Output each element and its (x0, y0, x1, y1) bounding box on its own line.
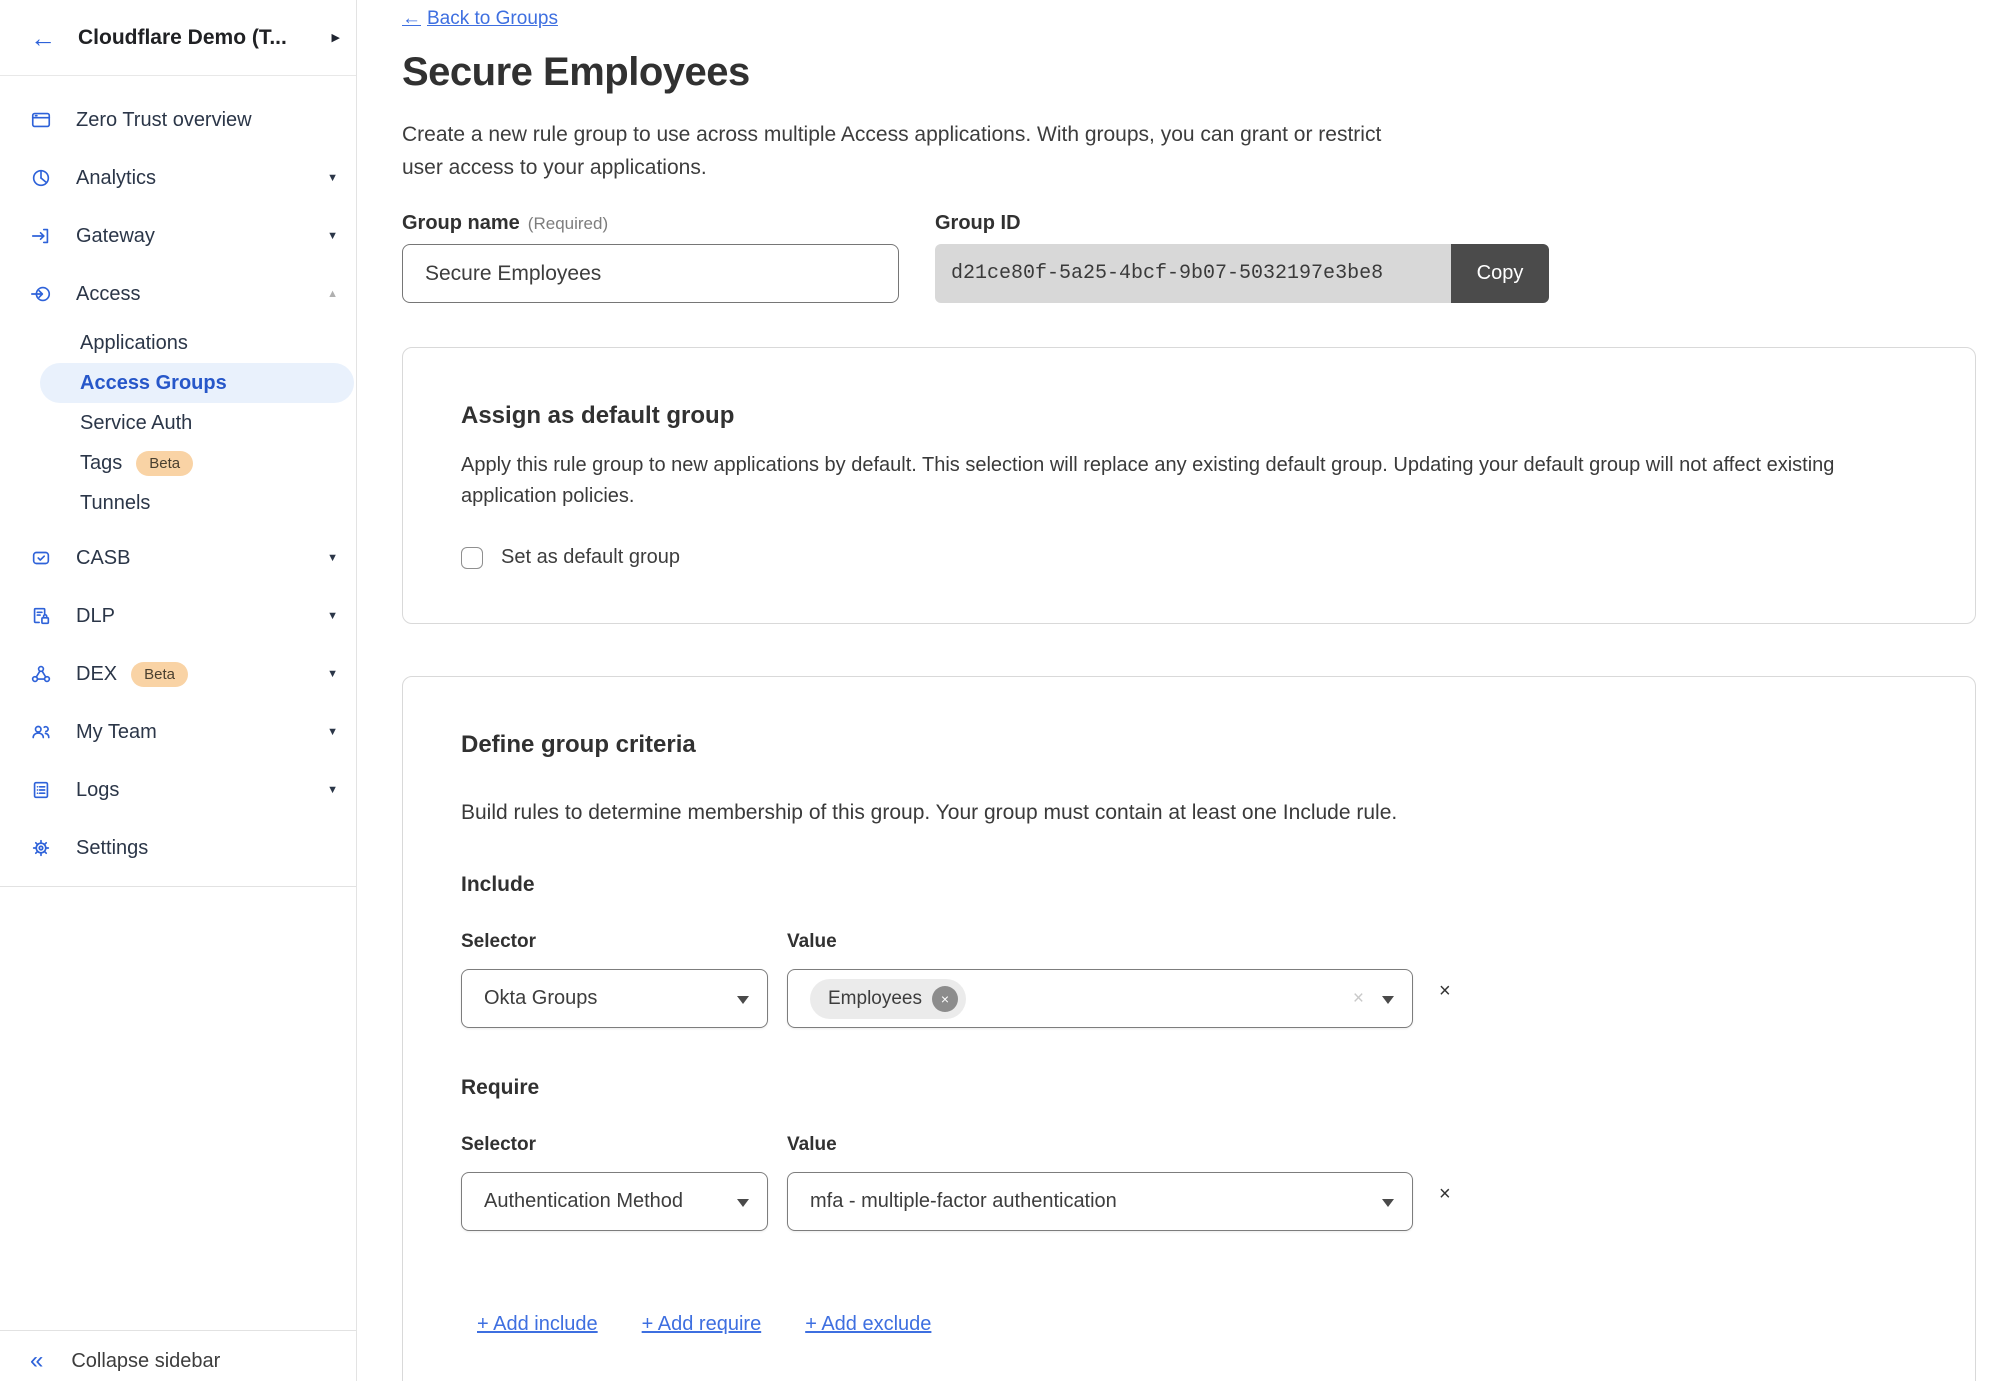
include-value-label: Value (787, 931, 837, 952)
sidebar-nav (0, 76, 356, 887)
include-selector-label: Selector (461, 931, 536, 952)
gateway-icon (30, 225, 52, 247)
require-value-label: Value (787, 1134, 837, 1155)
group-id-value: d21ce80f-5a25-4bcf-9b07-5032197e3be8 (935, 244, 1451, 303)
sidebar-item-dlp[interactable] (0, 587, 356, 645)
group-name-field-group (402, 212, 899, 303)
page-description: Create a new rule group to use across multiple Access applications. With groups, you can grant or restrict user access to your applications. (402, 123, 1382, 179)
require-selector-label: Selector (461, 1134, 536, 1155)
sidebar-item-gateway[interactable] (0, 207, 356, 265)
require-section-title: Require (461, 1076, 540, 1099)
sidebar-item-zero-trust-overview[interactable] (0, 91, 356, 149)
sidebar-item-settings[interactable] (0, 819, 356, 877)
sidebar-item-label: Access Groups (80, 371, 227, 394)
sidebar-header (0, 0, 356, 76)
sidebar-item-label: Settings (76, 836, 149, 859)
chevron-down-icon[interactable]: ▼ (327, 784, 338, 796)
include-section-title: Include (461, 873, 535, 896)
add-rule-links (477, 1313, 1917, 1336)
sidebar-item-dex[interactable] (0, 645, 356, 703)
chevron-down-icon[interactable]: ▼ (327, 610, 338, 622)
sidebar-item-tunnels[interactable] (0, 483, 356, 523)
require-selector-value: Authentication Method (484, 1190, 684, 1212)
require-rule-row (461, 1172, 1917, 1231)
page-title: Secure Employees (402, 50, 750, 94)
back-to-groups-link[interactable] (402, 8, 558, 30)
sidebar-item-access-groups[interactable] (40, 363, 354, 403)
default-group-card-description: Apply this rule group to new applications by default. This selection will replace any existing default group. Updating your default group will not affect existing application policies. (461, 454, 1835, 507)
pie-chart-icon (30, 167, 52, 189)
default-group-card (402, 347, 1976, 624)
sidebar-item-label: Zero Trust overview (76, 108, 252, 131)
default-group-card-title: Assign as default group (461, 402, 735, 429)
sidebar-item-label: Applications (80, 331, 188, 354)
window-icon (30, 109, 52, 131)
remove-require-rule-button[interactable]: × (1439, 1183, 1451, 1205)
collapse-sidebar-label: Collapse sidebar (71, 1349, 221, 1372)
group-identity-row (402, 212, 1976, 303)
include-selector-value: Okta Groups (484, 987, 598, 1009)
include-selector-dropdown[interactable] (461, 969, 768, 1028)
sidebar-item-casb[interactable] (0, 529, 356, 587)
sidebar-item-label: CASB (76, 546, 131, 569)
back-arrow-icon[interactable]: ← (30, 22, 56, 53)
add-exclude-link[interactable]: + Add exclude (805, 1313, 932, 1335)
chevron-down-icon[interactable]: ▼ (327, 230, 338, 242)
group-name-input[interactable] (402, 244, 899, 303)
people-icon (30, 721, 52, 743)
set-default-group-row (461, 546, 1917, 569)
sidebar-item-access[interactable] (0, 265, 356, 323)
sidebar-footer (0, 1330, 356, 1373)
require-selector-dropdown[interactable] (461, 1172, 768, 1231)
collapse-chevrons-icon: « (30, 1347, 44, 1374)
criteria-card (402, 676, 1976, 1381)
sidebar-item-analytics[interactable] (0, 149, 356, 207)
group-id-field-group (935, 212, 1549, 303)
chevron-up-icon[interactable]: ▲ (327, 288, 338, 300)
sidebar-divider (0, 886, 356, 887)
sidebar-item-label: DEX (76, 662, 118, 685)
back-arrow-icon: ← (402, 8, 421, 29)
include-rule-row (461, 969, 1917, 1028)
require-value-value: mfa - multiple-factor authentication (810, 1190, 1117, 1212)
require-value-dropdown[interactable] (787, 1172, 1413, 1231)
sidebar-item-label: Tags (80, 451, 123, 474)
set-default-group-label: Set as default group (501, 546, 681, 568)
remove-include-rule-button[interactable]: × (1439, 980, 1451, 1002)
beta-badge: Beta (136, 451, 193, 476)
main-content (357, 0, 1999, 1381)
access-arrow-icon (30, 283, 52, 305)
beta-badge: Beta (131, 662, 188, 687)
sidebar-item-label: Tunnels (80, 491, 151, 514)
chevron-down-icon (1382, 996, 1394, 1004)
account-title: Cloudflare Demo (T... (78, 25, 287, 49)
copy-button[interactable]: Copy (1451, 244, 1549, 303)
require-labels-row (461, 1134, 1917, 1156)
gear-icon (30, 837, 52, 859)
chevron-down-icon (737, 996, 749, 1004)
sidebar-item-service-auth[interactable] (0, 403, 356, 443)
sidebar-item-label: Analytics (76, 166, 157, 189)
sidebar-item-logs[interactable] (0, 761, 356, 819)
clear-values-icon[interactable]: × (1352, 987, 1364, 1009)
network-nodes-icon (30, 663, 52, 685)
add-include-link[interactable]: + Add include (477, 1313, 598, 1335)
sidebar-item-label: DLP (76, 604, 115, 627)
sidebar-item-label: Access (76, 282, 141, 305)
required-hint: (Required) (527, 214, 609, 233)
chip-remove-icon[interactable]: × (932, 986, 958, 1012)
group-name-label: Group name (402, 212, 520, 234)
sidebar (0, 0, 357, 1381)
sidebar-item-label: Logs (76, 778, 120, 801)
add-require-link[interactable]: + Add require (641, 1313, 762, 1335)
chevron-down-icon[interactable]: ▼ (327, 668, 338, 680)
sidebar-item-my-team[interactable] (0, 703, 356, 761)
sidebar-item-applications[interactable] (0, 323, 356, 363)
chevron-down-icon[interactable]: ▼ (327, 726, 338, 738)
sidebar-item-label: My Team (76, 720, 157, 743)
chevron-down-icon (737, 1199, 749, 1207)
log-list-icon (30, 779, 52, 801)
collapse-sidebar-button[interactable] (0, 1331, 356, 1373)
criteria-card-description: Build rules to determine membership of this group. Your group must contain at least one Include rule. (461, 801, 1398, 824)
chevron-down-icon[interactable]: ▼ (327, 172, 338, 184)
employees-chip-label: Employees (828, 987, 922, 1009)
document-lock-icon (30, 605, 52, 627)
set-default-group-checkbox[interactable] (461, 547, 483, 569)
include-labels-row (461, 931, 1917, 953)
back-link-label: Back to Groups (427, 8, 558, 29)
sidebar-item-label: Service Auth (80, 411, 193, 434)
criteria-card-title: Define group criteria (461, 731, 696, 758)
sidebar-item-tags[interactable] (0, 443, 356, 483)
chevron-down-icon[interactable]: ▼ (327, 552, 338, 564)
shield-check-icon (30, 547, 52, 569)
sidebar-item-label: Gateway (76, 224, 155, 247)
include-value-multiselect[interactable] (787, 969, 1413, 1028)
expand-caret-icon[interactable]: ▶ (331, 32, 340, 44)
group-id-label: Group ID (935, 212, 1021, 234)
chevron-down-icon (1382, 1199, 1394, 1207)
employees-chip (810, 979, 966, 1019)
